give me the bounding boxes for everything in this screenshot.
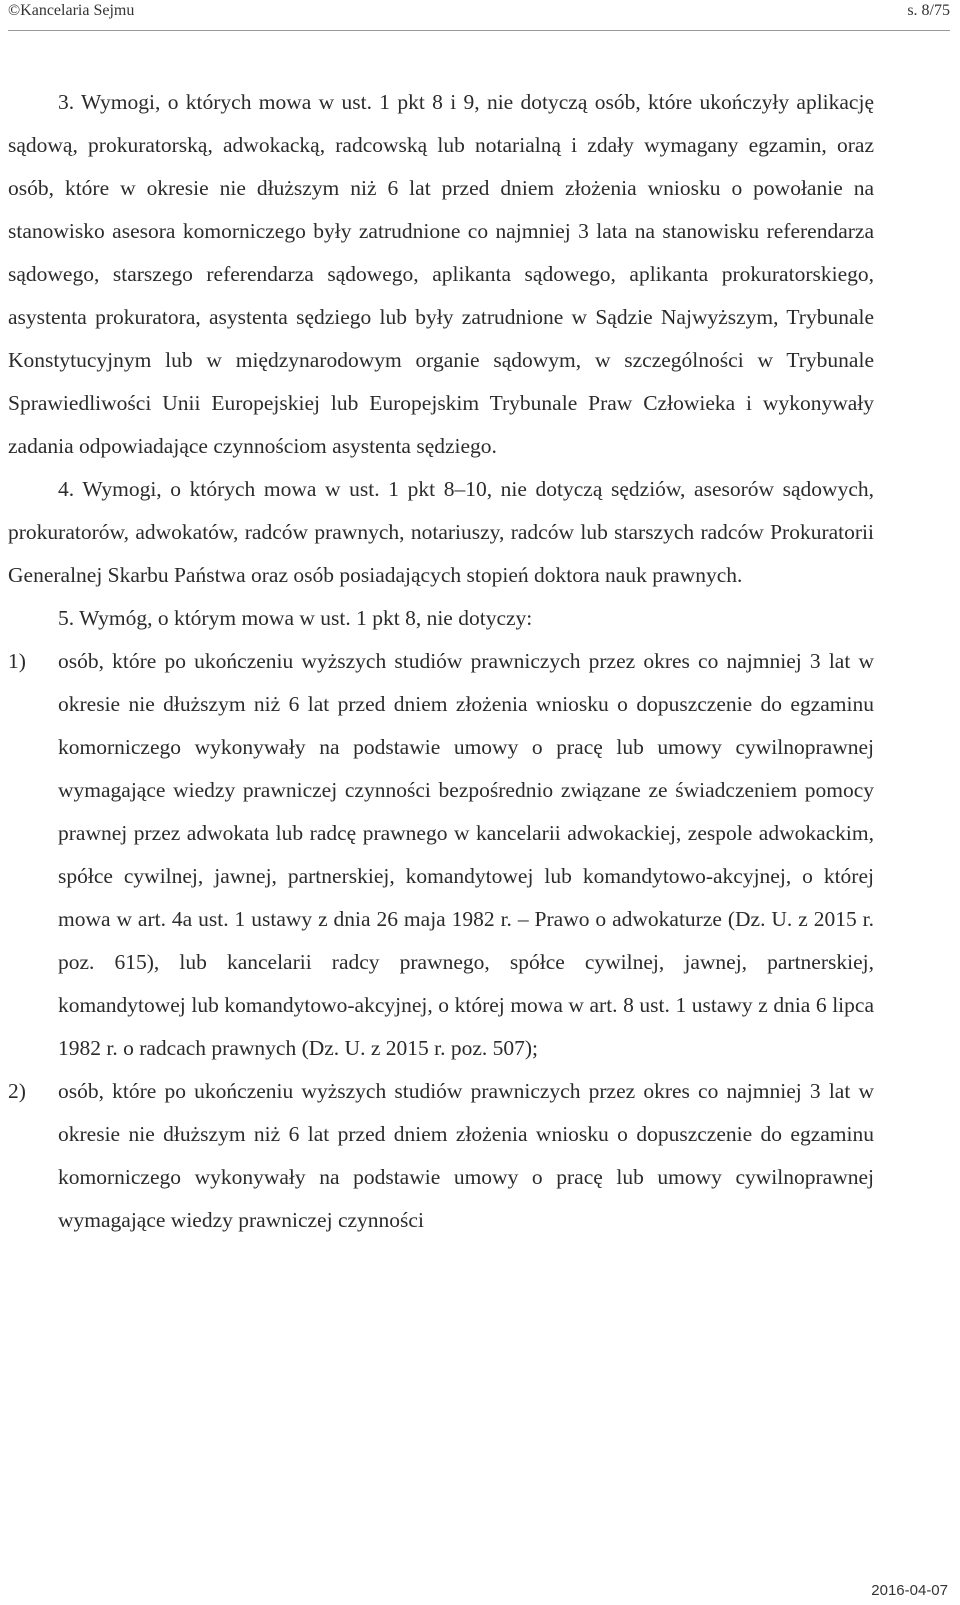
list-item (8, 640, 874, 1070)
page-number: s. 8/75 (907, 2, 950, 19)
list-item-number: 2) (8, 1079, 26, 1103)
list-item (8, 1070, 874, 1242)
list-item-text: osób, które po ukończeniu wyższych studiów prawniczych przez okres co najmniej 3 lat w okresie nie dłuższym niż 6 lat przed dniem złożenia wniosku o dopuszczenie do egzaminu komorniczego wykonywały na podstawie umowy o pracę lub umowy cywilnoprawnej wymagające wiedzy prawniczej czynności bezpośrednio związane ze świadczeniem pomocy prawnej przez adwokata lub radcę prawnego w kancelarii adwokackiej, zespole adwokackim, spółce cywilnej, jawnej, partnerskiej, komandytowej lub komandytowo-akcyjnej, o której mowa w art. 4a ust. 1 ustawy z dnia 26 maja 1982 r. – Prawo o adwokaturze (Dz. U. z 2015 r. poz. 615), lub kancelarii radcy prawnego, spółce cywilnej, jawnej, partnerskiej, komandytowej lub komandytowo-akcyjnej, o której mowa w art. 8 ust. 1 ustawy z dnia 6 lipca 1982 r. o radcach prawnych (Dz. U. z 2015 r. poz. 507); (58, 649, 874, 1060)
list-item-number: 1) (8, 649, 26, 673)
paragraph-3: 3. Wymogi, o których mowa w ust. 1 pkt 8 i 9, nie dotyczą osób, które ukończyły aplikację sądową, prokuratorską, adwokacką, radcowską lub notarialną i zdały wymagany egzamin, oraz osób, które w okresie nie dłuższym niż 6 lat przed dniem złożenia wniosku o powołanie na stanowisko asesora komorniczego były zatrudnione co najmniej 3 lata na stanowisku referendarza sądowego, starszego referendarza sądowego, aplikanta sądowego, aplikanta prokuratorskiego, asystenta prokuratora, asystenta sędziego lub były zatrudnione w Sądzie Najwyższym, Trybunale Konstytucyjnym lub w międzynarodowym organie sądowym, w szczególności w Trybunale Sprawiedliwości Unii Europejskiej lub Europejskim Trybunale Praw Człowieka i wykonywały zadania odpowiadające czynnościom asystenta sędziego. (8, 90, 874, 458)
document-date: 2016-04-07 (871, 1582, 948, 1599)
document-body (8, 81, 874, 1242)
paragraph-5: 5. Wymóg, o którym mowa w ust. 1 pkt 8, nie dotyczy: (58, 606, 533, 630)
list-item-text: osób, które po ukończeniu wyższych studiów prawniczych przez okres co najmniej 3 lat w okresie nie dłuższym niż 6 lat przed dniem złożenia wniosku o dopuszczenie do egzaminu komorniczego wykonywały na podstawie umowy o pracę lub umowy cywilnoprawnej wymagające wiedzy prawniczej czynności (58, 1079, 874, 1232)
paragraph-4: 4. Wymogi, o których mowa w ust. 1 pkt 8–10, nie dotyczą sędziów, asesorów sądowych, prokuratorów, adwokatów, radców prawnych, notariuszy, radców lub starszych radców Prokuratorii Generalnej Skarbu Państwa oraz osób posiadających stopień doktora nauk prawnych. (8, 477, 874, 587)
source-label: ©Kancelaria Sejmu (8, 2, 135, 19)
page-header (8, 0, 950, 31)
